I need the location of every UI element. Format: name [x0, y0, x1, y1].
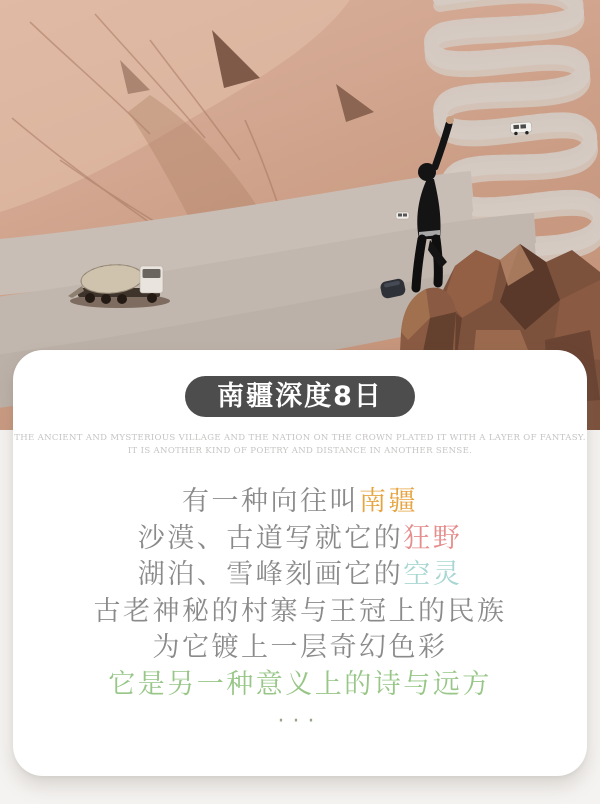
poem-highlight-green: 它是另一种意义上的诗与远方: [108, 668, 492, 700]
poem-text: 有一种向往叫: [182, 486, 359, 517]
poem-text: 沙漠、古道写就它的: [137, 522, 404, 554]
poem-block: [13, 484, 587, 703]
poem-line-2: [13, 521, 587, 558]
poem-highlight-orange: 南疆: [359, 486, 418, 517]
ellipsis-dots: ···: [277, 709, 323, 734]
poem-highlight-pink: 狂野: [403, 522, 463, 554]
poem-line-3: [13, 557, 587, 594]
poem-highlight-teal: 空灵: [403, 559, 463, 590]
content-card: [13, 350, 587, 776]
poem-line-6: [13, 667, 587, 704]
tour-title-badge: 南疆深度8日: [185, 376, 415, 417]
poem-line-1: [13, 484, 587, 521]
poem-text: 为它镀上一层奇幻色彩: [152, 632, 448, 663]
poem-line-5: [13, 630, 587, 667]
english-subtitle-line2: IT IS ANOTHER KIND OF POETRY AND DISTANCE IN ANOTHER SENSE.: [127, 446, 473, 456]
poem-line-4: [13, 594, 587, 631]
english-subtitle: [13, 432, 587, 458]
poem-text: 湖泊、雪峰刻画它的: [137, 559, 404, 590]
poem-text: 古老神秘的村寨与王冠上的民族: [93, 595, 507, 627]
small-car: [396, 212, 409, 219]
english-subtitle-line1: THE ANCIENT AND MYSTERIOUS VILLAGE AND THE NATION ON THE CROWN PLATED IT WITH A LAYER OF FANTASY.: [14, 433, 586, 443]
